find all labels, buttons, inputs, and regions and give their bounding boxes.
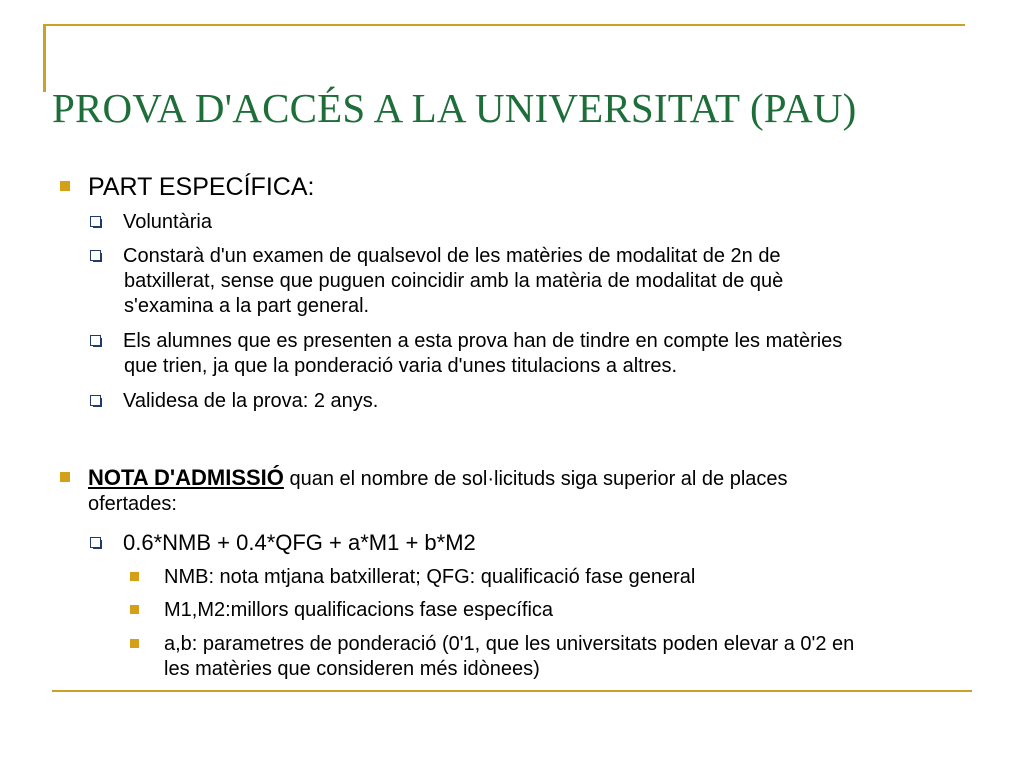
- list-item: M1,M2:millors qualificacions fase específica: [130, 598, 553, 623]
- checkbox-bullet-icon: [90, 537, 101, 548]
- list-item: Validesa de la prova: 2 anys.: [90, 389, 378, 414]
- list-item: NMB: nota mtjana batxillerat; QFG: qualificació fase general: [130, 565, 695, 590]
- part-especifica-bullet: [60, 173, 314, 202]
- formula-item: [90, 530, 476, 556]
- list-item: Els alumnes que es presenten a esta prova han de tindre en compte les matèries: [90, 329, 842, 354]
- square-bullet-icon: [130, 605, 139, 614]
- list-item: a,b: parametres de ponderació (0'1, que les universitats poden elevar a 0'2 en: [130, 632, 854, 657]
- checkbox-bullet-icon: [90, 250, 101, 261]
- nota-admissio-text-continuation: ofertades:: [88, 493, 177, 515]
- decorative-top-rule: [43, 24, 965, 26]
- nota-admissio-text: quan el nombre de sol·licituds siga superior al de places: [289, 468, 788, 490]
- part-especifica-heading: PART ESPECÍFICA:: [88, 173, 315, 201]
- decorative-bottom-rule: [52, 690, 972, 692]
- checkbox-bullet-icon: [90, 335, 101, 346]
- slide-title: PROVA D'ACCÉS A LA UNIVERSITAT (PAU): [52, 85, 857, 131]
- list-item: Constarà d'un examen de qualsevol de les matèries de modalitat de 2n de: [90, 244, 781, 269]
- formula-text: 0.6*NMB + 0.4*QFG + a*M1 + b*M2: [123, 530, 476, 555]
- nota-admissio-label: NOTA D'ADMISSIÓ: [88, 465, 284, 490]
- square-bullet-icon: [130, 639, 139, 648]
- list-item-continuation: que trien, ja que la ponderació varia d'unes titulacions a altres.: [124, 355, 678, 377]
- square-bullet-icon: [60, 181, 70, 191]
- decorative-vertical-rule: [43, 24, 46, 92]
- list-item: Voluntària: [90, 210, 212, 235]
- list-item-continuation: les matèries que consideren més idònees): [164, 658, 540, 680]
- nota-admissio-bullet: [60, 464, 788, 493]
- square-bullet-icon: [60, 472, 70, 482]
- checkbox-bullet-icon: [90, 216, 101, 227]
- square-bullet-icon: [130, 572, 139, 581]
- list-item-continuation: batxillerat, sense que puguen coincidir amb la matèria de modalitat de què: [124, 270, 784, 292]
- checkbox-bullet-icon: [90, 395, 101, 406]
- list-item-continuation: s'examina a la part general.: [124, 295, 370, 317]
